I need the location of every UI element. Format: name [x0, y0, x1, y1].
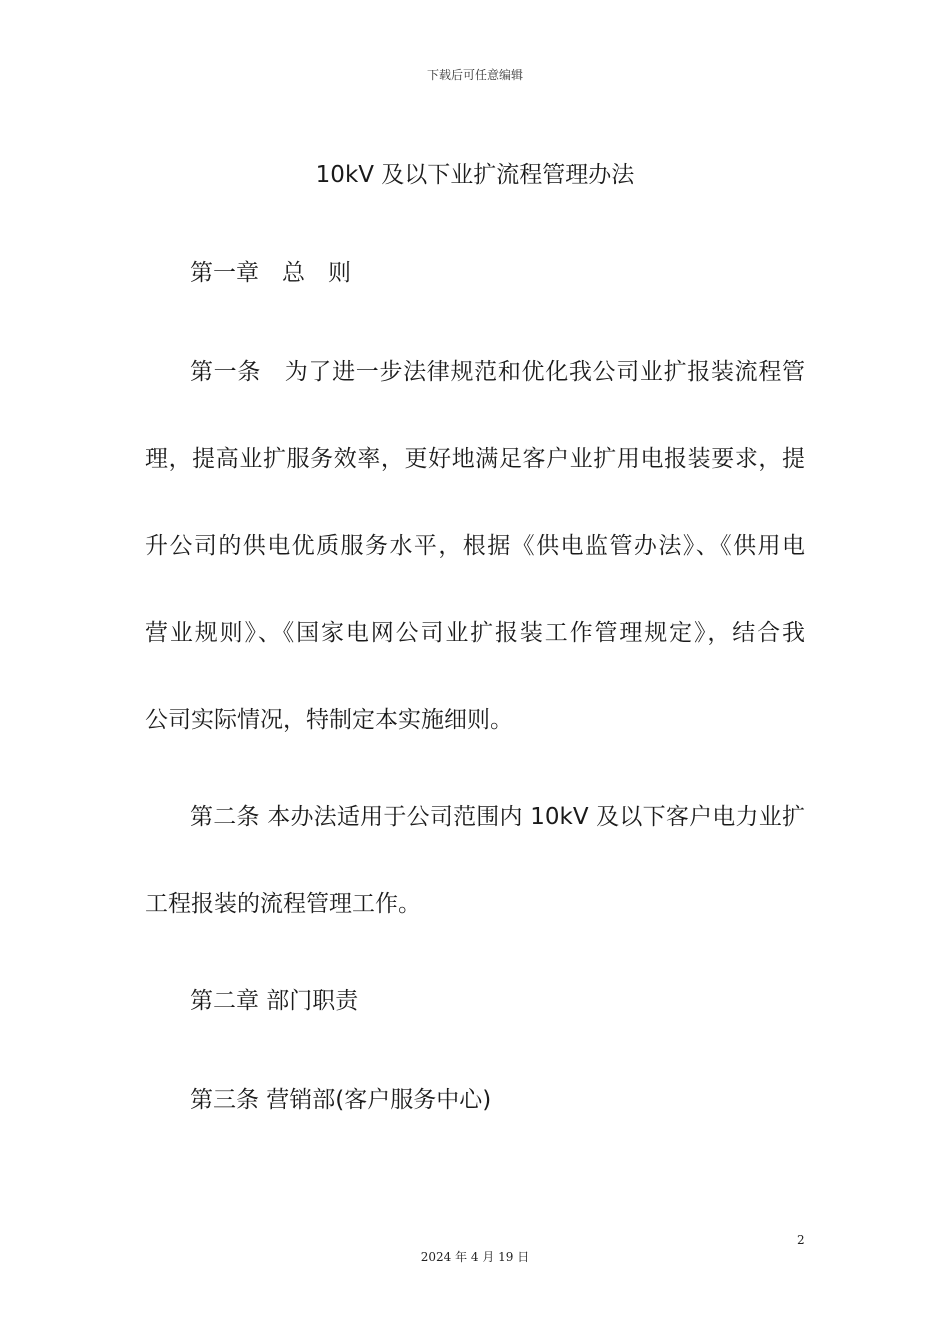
- article-3-heading: 第三条 营销部(客户服务中心): [190, 1087, 492, 1113]
- article-1-line-2: 理，提高业扩服务效率，更好地满足客户业扩用电报装要求，提: [145, 446, 805, 472]
- chapter-2-heading: 第二章 部门职责: [190, 988, 359, 1014]
- article-1-line-1: 第一条 为了进一步法律规范和优化我公司业扩报装流程管: [190, 359, 805, 385]
- article-1-line-4: 营业规则》、《国家电网公司业扩报装工作管理规定》，结合我: [145, 620, 805, 646]
- page-number: 2: [797, 1233, 805, 1247]
- page-header-text: 下载后可任意编辑: [426, 68, 523, 82]
- article-1-line-5: 公司实际情况，特制定本实施细则。: [145, 707, 513, 733]
- article-1-line-3: 升公司的供电优质服务水平，根据《供电监管办法》、《供用电: [145, 533, 805, 559]
- document-title: 10kV 及以下业扩流程管理办法: [315, 162, 635, 188]
- chapter-1-heading: 第一章 总 则: [190, 260, 351, 286]
- footer-date: 2024 年 4 月 19 日: [420, 1250, 530, 1264]
- article-2-line-1: 第二条 本办法适用于公司范围内 10kV 及以下客户电力业扩: [190, 804, 805, 830]
- article-2-line-2: 工程报装的流程管理工作。: [145, 891, 421, 917]
